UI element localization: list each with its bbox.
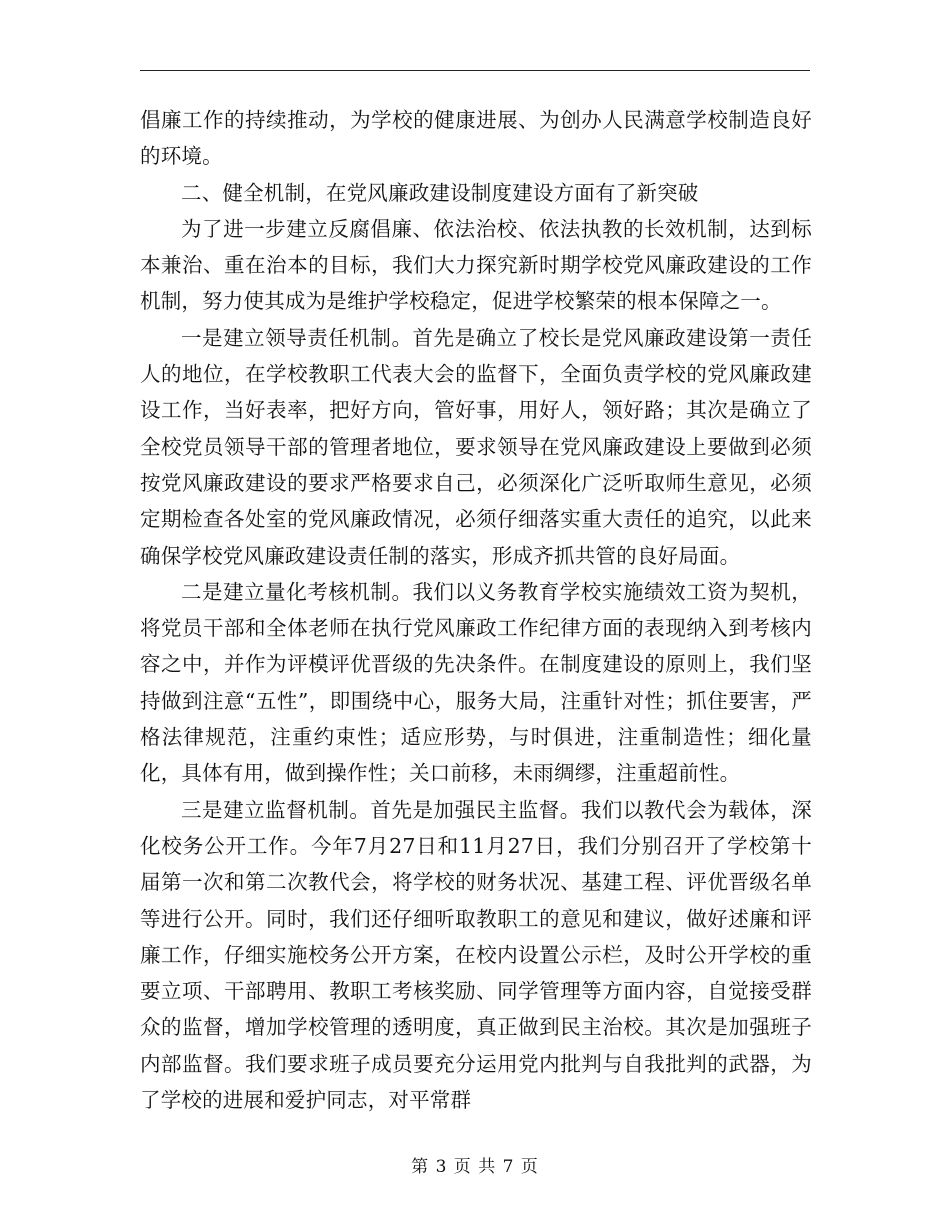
paragraph-supervision-mechanism: 三是建立监督机制。首先是加强民主监督。我们以教代会为载体，深化校务公开工作。今年7月27日和11月27日，我们分别召开了学校第十届第一次和第二次教代会，将学校的财务状况、基建工程、评优晋级名单等进行公开。同时，我们还仔细听取教职工的意见和建议，做好述廉和评廉工作，仔细实施校务公开方案，在校内设置公示栏，及时公开学校的重要立项、干部聘用、教职工考核奖励、同学管理等方面内容，自觉接受群众的监督，增加学校管理的透明度，真正做到民主治校。其次是加强班子内部监督。我们要求班子成员要充分运用党内批判与自我批判的武器，为了学校的进展和爱护同志，对平常群	[140, 797, 812, 1113]
paragraph-leadership-mechanism: 一是建立领导责任机制。首先是确立了校长是党风廉政建设第一责任人的地位，在学校教职工代表大会的监督下，全面负责学校的党风廉政建设工作，当好表率，把好方向，管好事，用好人，领好路；其次是确立了全校党员领导干部的管理者地位，要求领导在党风廉政建设上要做到必须按党风廉政建设的要求严格要求自己，必须深化广泛听取师生意见，必须定期检查各处室的党风廉政情况，必须仔细落实重大责任的追究，以此来确保学校党风廉政建设责任制的落实，形成齐抓共管的良好局面。	[140, 325, 812, 568]
page-number-footer: 第 3 页 共 7 页	[411, 1157, 539, 1177]
document-body	[140, 102, 812, 1118]
paragraph-assessment-mechanism: 二是建立量化考核机制。我们以义务教育学校实施绩效工资为契机，将党员干部和全体老师在执行党风廉政工作纪律方面的表现纳入到考核内容之中，并作为评模评优晋级的先决条件。在制度建设的原则上，我们坚持做到注意“五性”，即围绕中心，服务大局，注重针对性；抓住要害，严格法律规范，注重约束性；适应形势，与时俱进，注重制造性；细化量化，具体有用，做到操作性；关口前移，未雨绸缪，注重超前性。	[140, 579, 812, 786]
section-heading: 二、健全机制，在党风廉政建设制度建设方面有了新突破	[181, 180, 699, 205]
header-rule	[140, 70, 810, 71]
paragraph-continuation: 倡廉工作的持续推动，为学校的健康进展、为创办人民满意学校制造良好的环境。	[140, 108, 812, 169]
paragraph-intro: 为了进一步建立反腐倡廉、依法治校、依法执教的长效机制，达到标本兼治、重在治本的目标，我们大力探究新时期学校党风廉政建设的工作机制，努力使其成为是维护学校稳定，促进学校繁荣的根本保障之一。	[140, 216, 812, 314]
